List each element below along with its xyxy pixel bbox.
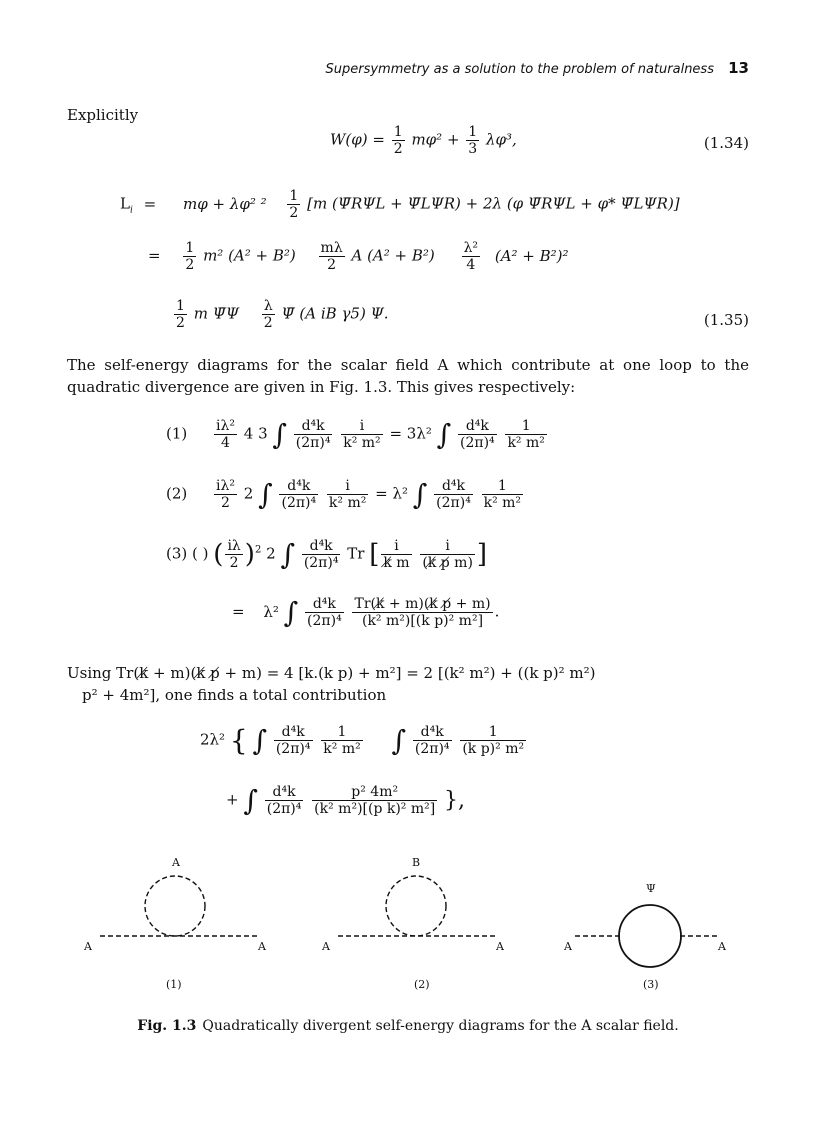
eq4-end: . bbox=[494, 602, 500, 621]
total-int2: $\frac{\text{d⁴k}}{\text{(2π)⁴}}$ bbox=[414, 724, 450, 757]
eq135-line2-frac3: $\frac{\text{λ²}}{4}$ bbox=[463, 240, 479, 273]
eq135-line3-frac2: $\frac{\lambda}{2}$ bbox=[263, 298, 273, 331]
integral-sign: ∫ bbox=[252, 724, 268, 757]
eq2-int1: $\frac{\text{d⁴k}}{\text{(2π)⁴}}$ bbox=[281, 478, 317, 511]
eq135-line3-b: Ψ̄ (A iB γ5) Ψ. bbox=[281, 304, 389, 323]
integral-sign: ∫ bbox=[280, 538, 296, 571]
integral-sign: ∫ bbox=[258, 478, 273, 511]
eq3-frac-g: $\frac{i}{(k̸ p̸ m)}$ bbox=[422, 538, 473, 571]
eq135-line1-frac: $\frac{1}{2}$ bbox=[289, 188, 299, 221]
eq134-lhs: W(φ) = bbox=[330, 130, 390, 149]
integral-sign: ∫ bbox=[272, 418, 288, 451]
eq135-line2-a: m² (A² + B²) bbox=[203, 246, 296, 265]
diagram-2 bbox=[338, 876, 498, 936]
eq1-label: (1) bbox=[166, 424, 188, 443]
diagram-3 bbox=[575, 905, 720, 967]
d3-top-label: Ψ bbox=[646, 882, 656, 895]
d3-caption: (3) bbox=[643, 978, 659, 991]
eq3-pow: 2 bbox=[254, 544, 262, 556]
eq134-term2: λφ³, bbox=[486, 130, 517, 149]
d3-left-label: A bbox=[564, 940, 572, 953]
eq1-frac-a: $\frac{\text{iλ²}}{4}$ bbox=[216, 418, 235, 451]
eq135-line3-frac1: $\frac{1}{2}$ bbox=[176, 298, 185, 331]
eq135-lhs-sub: i bbox=[129, 205, 133, 216]
eq-list-4 bbox=[232, 596, 499, 629]
total-frac3: $\frac{\text{p² 4m²}}{\text{(k² m²)[(p k)² m²]}}$ bbox=[314, 784, 436, 817]
eq-list-1 bbox=[166, 418, 549, 451]
d3-right-label: A bbox=[718, 940, 726, 953]
eq2-mid: = λ² bbox=[375, 484, 408, 503]
page-number: 13 bbox=[728, 59, 749, 77]
total-prefix: 2λ² bbox=[200, 730, 226, 749]
eq3-frac-f: $\frac{i}{k̸ m}$ bbox=[383, 538, 410, 571]
integral-sign: ∫ bbox=[436, 418, 452, 451]
eq2-frac-f: $\frac{i}{\text{k² m²}}$ bbox=[328, 478, 367, 511]
eq134-frac2: $\frac{1}{3}$ bbox=[468, 124, 478, 157]
eq2-b: 2 bbox=[243, 484, 254, 503]
eq1-int2: $\frac{\text{d⁴k}}{\text{(2π)⁴}}$ bbox=[460, 418, 495, 451]
d2-left-label: A bbox=[322, 940, 330, 953]
d1-left-label: A bbox=[84, 940, 92, 953]
eq4-equals: = bbox=[232, 602, 245, 621]
eq3-tr: Tr bbox=[347, 544, 365, 563]
integral-sign: ∫ bbox=[391, 724, 407, 757]
integral-sign: ∫ bbox=[283, 596, 299, 629]
integral-sign: ∫ bbox=[412, 478, 428, 511]
paragraph-trace-line2: p² + 4m²], one finds a total contribution bbox=[82, 686, 387, 704]
eq4-frac-f: $\frac{Tr(k̸ + m)(k̸ p̸ + m)}{\text{(k² m²)[(k p)² m²]}}$ bbox=[354, 596, 491, 629]
eq-number-1-35: (1.35) bbox=[703, 311, 749, 329]
total-frac2: $\frac{1}{\text{(k p)² m²}}$ bbox=[462, 724, 525, 757]
fermion-loop bbox=[619, 905, 681, 967]
eq-total-line1: 2λ² { ∫ $\frac{\text{d⁴k}}{\text{(2π)⁴}}$ $\frac{1}{\text{k² m²}}$ ∫ $\frac{\text{d⁴k}}{\text{(2π)⁴}}$ $\frac{1}{\text{(k p)² m²}}$ bbox=[200, 724, 525, 757]
total-plus: + bbox=[226, 790, 239, 809]
eq1-mid: = 3λ² bbox=[389, 424, 432, 443]
total-end: }, bbox=[444, 788, 466, 813]
paragraph-trace-line1: Using Tr(k̸ + m)(k̸ p̸ + m) = 4 [k.(k p) + m²] = 2 [(k² m²) + ((k p)² m²) bbox=[67, 664, 596, 682]
d2-caption: (2) bbox=[414, 978, 430, 991]
eq1-frac-g: $\frac{1}{\text{k² m²}}$ bbox=[507, 418, 545, 451]
d2-right-label: A bbox=[496, 940, 504, 953]
intro-text: Explicitly bbox=[67, 106, 139, 124]
diagram-1 bbox=[100, 876, 260, 936]
eq135-equals1: = bbox=[143, 194, 157, 213]
scalar-loop bbox=[145, 876, 205, 936]
eq3-frac-a: $\frac{i\lambda}{2}$ bbox=[227, 538, 241, 571]
eq135-lhs: L bbox=[120, 194, 130, 213]
eq135-line2-b: A (A² + B²) bbox=[351, 246, 435, 265]
eq135-line3 bbox=[172, 298, 389, 331]
eq3-b: 2 bbox=[266, 544, 276, 563]
eq135-line2-frac1: $\frac{1}{2}$ bbox=[185, 240, 195, 273]
total-frac1: $\frac{1}{\text{k² m²}}$ bbox=[323, 724, 361, 757]
caption-text: Quadratically divergent self-energy diagrams for the A scalar field. bbox=[202, 1018, 679, 1034]
eq-total-line2 bbox=[226, 784, 465, 817]
eq1-int1: $\frac{\text{d⁴k}}{\text{(2π)⁴}}$ bbox=[295, 418, 331, 451]
eq2-frac-a: $\frac{\text{iλ²}}{2}$ bbox=[216, 478, 235, 511]
d2-top-label: B bbox=[412, 856, 421, 869]
caption-label: Fig. 1.3 bbox=[137, 1018, 197, 1034]
eq1-frac-f: $\frac{i}{\text{k² m²}}$ bbox=[343, 418, 381, 451]
eq2-label: (2) bbox=[166, 484, 188, 503]
eq2-frac-g: $\frac{1}{\text{k² m²}}$ bbox=[483, 478, 522, 511]
eq3-int: $\frac{\text{d⁴k}}{\text{(2π)⁴}}$ bbox=[303, 538, 339, 571]
eq134-term1: mφ² + bbox=[411, 130, 465, 149]
figure-caption bbox=[0, 1018, 816, 1034]
paragraph-self-energy: The self-energy diagrams for the scalar field A which contribute at one loop to the quadratic divergence are given in Fig. 1.3. This gives respectively: bbox=[67, 356, 749, 396]
eq135-line2-frac2: $\frac{m\lambda}{2}$ bbox=[320, 240, 343, 273]
eq-list-3: (3) ( ) ( $\frac{i\lambda}{2}$ )$^2$ 2 ∫ $\frac{\text{d⁴k}}{\text{(2π)⁴}}$ Tr [ $\frac{i}{k̸ m}$ $\frac{i}{(k̸ p̸ m)}$ ] bbox=[166, 538, 488, 571]
scalar-loop bbox=[386, 876, 446, 936]
d1-top-label: A bbox=[172, 856, 180, 869]
running-header bbox=[325, 59, 749, 77]
eq135-line1-b: [m (Ψ̄RΨL + Ψ̄LΨR) + 2λ (φ Ψ̄RΨL + φ* Ψ̄LΨR)] bbox=[307, 194, 680, 213]
eq135-line2-c: (A² + B²)² bbox=[494, 246, 569, 265]
integral-sign: ∫ bbox=[243, 784, 258, 817]
running-title: Supersymmetry as a solution to the problem of naturalness bbox=[325, 62, 714, 77]
eq3-label: (3) ( ) bbox=[166, 544, 209, 563]
total-int3: $\frac{\text{d⁴k}}{\text{(2π)⁴}}$ bbox=[266, 784, 302, 817]
d1-right-label: A bbox=[258, 940, 266, 953]
eq134-frac1: $\frac{1}{2}$ bbox=[393, 124, 403, 157]
eq135-line3-a: m Ψ̄Ψ bbox=[193, 304, 240, 323]
d1-caption: (1) bbox=[166, 978, 182, 991]
eq2-int2: $\frac{\text{d⁴k}}{\text{(2π)⁴}}$ bbox=[436, 478, 471, 511]
equation-1-34 bbox=[330, 124, 517, 157]
eq-number-1-34: (1.34) bbox=[703, 134, 749, 152]
total-int1: $\frac{\text{d⁴k}}{\text{(2π)⁴}}$ bbox=[275, 724, 311, 757]
eq135-equals2: = bbox=[148, 246, 161, 265]
eq4-a: λ² bbox=[263, 602, 279, 621]
eq135-line1 bbox=[120, 188, 680, 221]
eq4-int: $\frac{\text{d⁴k}}{\text{(2π)⁴}}$ bbox=[307, 596, 342, 629]
eq135-line2 bbox=[148, 240, 569, 273]
eq1-b: 4 3 bbox=[243, 424, 268, 443]
eq-list-2 bbox=[166, 478, 525, 511]
eq135-line1-a: mφ + λφ² ² bbox=[183, 194, 267, 213]
